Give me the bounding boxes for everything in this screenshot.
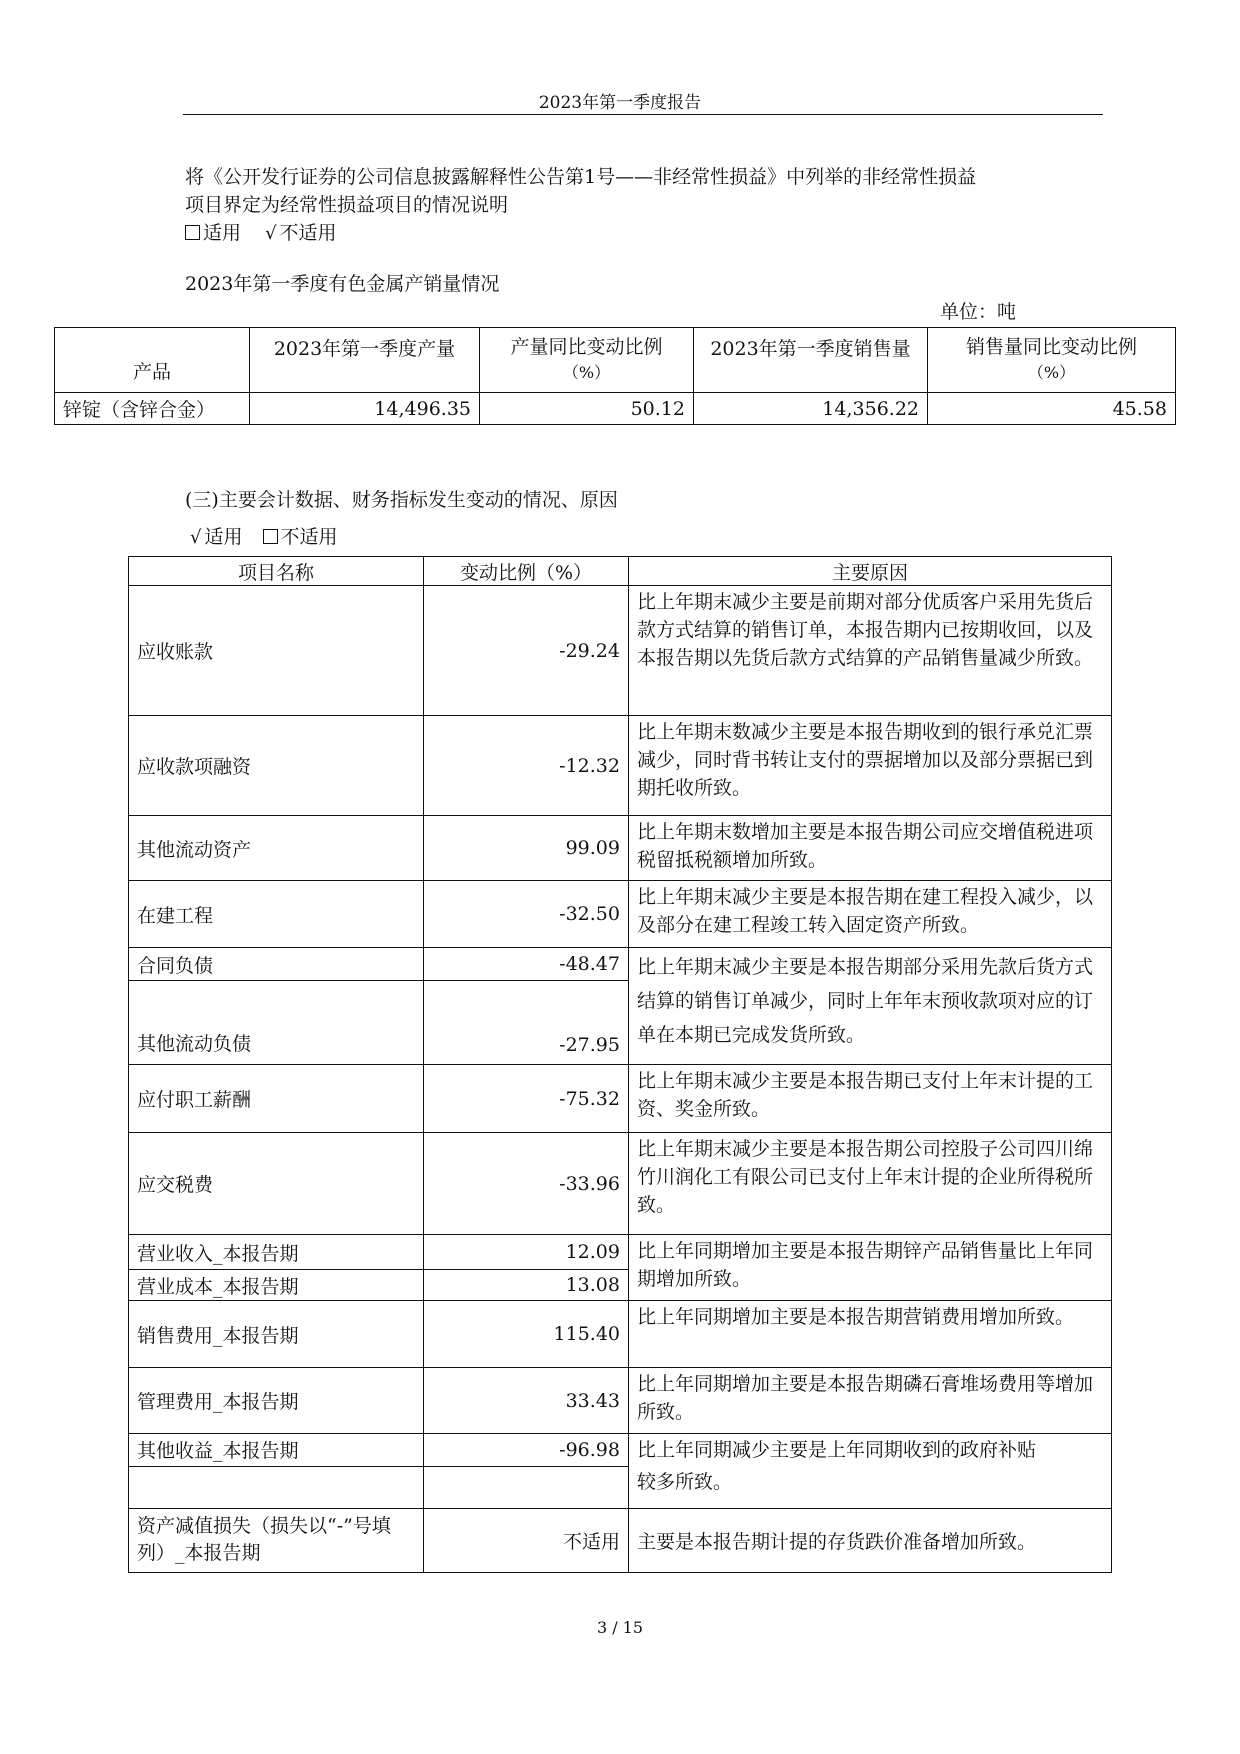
cell-item: 合同负债 xyxy=(129,948,424,981)
cell-ratio: -32.50 xyxy=(424,881,629,948)
table-row xyxy=(129,1235,1112,1270)
header-ratio: 变动比例（%） xyxy=(424,557,629,586)
cell-ratio: 99.09 xyxy=(424,816,629,881)
cell-reason: 比上年同期减少主要是上年同期收到的政府补贴 xyxy=(629,1434,1112,1467)
nonrecurring-note xyxy=(185,163,1105,248)
cell-item: 应交税费 xyxy=(129,1133,424,1235)
table-row xyxy=(129,816,1112,881)
checkmark-icon: √ xyxy=(190,527,202,548)
cell-reason: 比上年期末数增加主要是本报告期公司应交增值税进项税留抵税额增加所致。 xyxy=(629,816,1112,881)
table-row xyxy=(129,1434,1112,1467)
table-row xyxy=(129,586,1112,716)
changes-section-title: (三)主要会计数据、财务指标发生变动的情况、原因 xyxy=(185,489,618,511)
cell-reason: 比上年期末减少主要是本报告期公司控股子公司四川绵竹川润化工有限公司已支付上年末计提的企业所得税所致。 xyxy=(629,1133,1112,1235)
cell-item: 销售费用_本报告期 xyxy=(129,1301,424,1368)
header-item: 项目名称 xyxy=(129,557,424,586)
cell-item: 营业收入_本报告期 xyxy=(129,1235,424,1270)
cell-item: 其他流动负债 xyxy=(129,981,424,1065)
option-applicable-label: 适用 xyxy=(203,222,242,244)
table-row xyxy=(129,1133,1112,1235)
header-production-change-line1: 产量同比变动比例 xyxy=(510,336,663,358)
header-production-change-line2: （%） xyxy=(562,363,611,382)
cell-reason: 比上年期末减少主要是前期对部分优质客户采用先货后款方式结算的销售订单，本报告期内已按期收回，以及本报告期以先货后款方式结算的产品销售量减少所致。 xyxy=(629,586,1112,716)
cell-reason: 比上年同期增加主要是本报告期营销费用增加所致。 xyxy=(629,1301,1112,1368)
header-sales-change-line1: 销售量同比变动比例 xyxy=(965,336,1137,358)
nonrecurring-options xyxy=(185,219,1105,248)
changes-table xyxy=(128,556,1112,1573)
header-sales-change xyxy=(928,328,1176,393)
cell-production: 14,496.35 xyxy=(250,393,480,425)
checkmark-icon: √ xyxy=(265,223,277,244)
cell-product: 锌锭（含锌合金） xyxy=(55,393,250,425)
table-row xyxy=(129,1368,1112,1434)
cell-ratio: -48.47 xyxy=(424,948,629,981)
header-sales-change-line2: （%） xyxy=(1027,363,1076,382)
cell-item: 其他收益_本报告期 xyxy=(129,1434,424,1467)
option-applicable-label: 适用 xyxy=(204,526,243,548)
cell-ratio: 13.08 xyxy=(424,1270,629,1301)
table-row xyxy=(129,1301,1112,1368)
cell-item: 在建工程 xyxy=(129,881,424,948)
table-row xyxy=(129,716,1112,816)
cell-item: 应收账款 xyxy=(129,586,424,716)
cell-reason: 比上年期末数减少主要是本报告期收到的银行承兑汇票减少，同时背书转让支付的票据增加以及部分票据已到期托收所致。 xyxy=(629,716,1112,816)
metal-unit-label: 单位：吨 xyxy=(940,301,1017,323)
unchecked-box-icon xyxy=(263,529,278,544)
table-row xyxy=(129,881,1112,948)
header-production-change xyxy=(480,328,694,393)
metal-section-title: 2023年第一季度有色金属产销量情况 xyxy=(185,273,500,295)
table-row xyxy=(129,1466,1112,1508)
header-product: 产品 xyxy=(55,328,250,393)
cell-production-change: 50.12 xyxy=(480,393,694,425)
table-row xyxy=(129,948,1112,981)
cell-ratio: -96.98 xyxy=(424,1434,629,1467)
cell-ratio: -75.32 xyxy=(424,1065,629,1133)
header-production: 2023年第一季度产量 xyxy=(250,328,480,393)
cell-reason: 比上年期末减少主要是本报告期部分采用先款后货方式结算的销售订单减少，同时上年年末预收款项对应的订单在本期已完成发货所致。 xyxy=(629,948,1112,1065)
cell-sales: 14,356.22 xyxy=(694,393,928,425)
cell-reason: 比上年期末减少主要是本报告期已支付上年末计提的工资、奖金所致。 xyxy=(629,1065,1112,1133)
cell-ratio: -29.24 xyxy=(424,586,629,716)
cell-ratio: 115.40 xyxy=(424,1301,629,1368)
option-not-applicable-label: 不适用 xyxy=(279,222,337,244)
changes-options xyxy=(190,523,338,552)
page-number: 3 / 15 xyxy=(596,1618,644,1637)
cell-ratio: -12.32 xyxy=(424,716,629,816)
cell-item: 应付职工薪酬 xyxy=(129,1065,424,1133)
cell-item: 管理费用_本报告期 xyxy=(129,1368,424,1434)
cell-reason-continued: 较多所致。 xyxy=(629,1466,1112,1508)
cell-item: 应收款项融资 xyxy=(129,716,424,816)
cell-ratio-empty xyxy=(424,1466,629,1508)
cell-sales-change: 45.58 xyxy=(928,393,1176,425)
header-reason: 主要原因 xyxy=(629,557,1112,586)
cell-ratio: 不适用 xyxy=(424,1508,629,1572)
page-header-title: 2023年第一季度报告 xyxy=(538,93,702,113)
cell-reason: 比上年同期增加主要是本报告期锌产品销售量比上年同期增加所致。 xyxy=(629,1235,1112,1301)
header-sales: 2023年第一季度销售量 xyxy=(694,328,928,393)
cell-ratio: 33.43 xyxy=(424,1368,629,1434)
metal-production-table xyxy=(54,327,1176,425)
cell-reason: 主要是本报告期计提的存货跌价准备增加所致。 xyxy=(629,1508,1112,1572)
cell-reason: 比上年期末减少主要是本报告期在建工程投入减少，以及部分在建工程竣工转入固定资产所致。 xyxy=(629,881,1112,948)
table-row xyxy=(55,393,1176,425)
cell-item: 资产减值损失（损失以“-”号填列）_本报告期 xyxy=(129,1508,424,1572)
cell-ratio: -27.95 xyxy=(424,981,629,1065)
option-not-applicable-label: 不适用 xyxy=(280,526,338,548)
cell-item-empty xyxy=(129,1466,424,1508)
nonrecurring-line-2: 项目界定为经常性损益项目的情况说明 xyxy=(185,194,509,216)
header-divider xyxy=(183,114,1103,115)
table-row xyxy=(129,1508,1112,1572)
table-row xyxy=(129,1065,1112,1133)
unchecked-box-icon xyxy=(185,225,200,240)
cell-reason: 比上年同期增加主要是本报告期磷石膏堆场费用等增加所致。 xyxy=(629,1368,1112,1434)
cell-ratio: -33.96 xyxy=(424,1133,629,1235)
cell-item: 营业成本_本报告期 xyxy=(129,1270,424,1301)
cell-item: 其他流动资产 xyxy=(129,816,424,881)
nonrecurring-line-1: 将《公开发行证券的公司信息披露解释性公告第1号——非经常性损益》中列举的非经常性损益 xyxy=(185,166,977,188)
cell-ratio: 12.09 xyxy=(424,1235,629,1270)
